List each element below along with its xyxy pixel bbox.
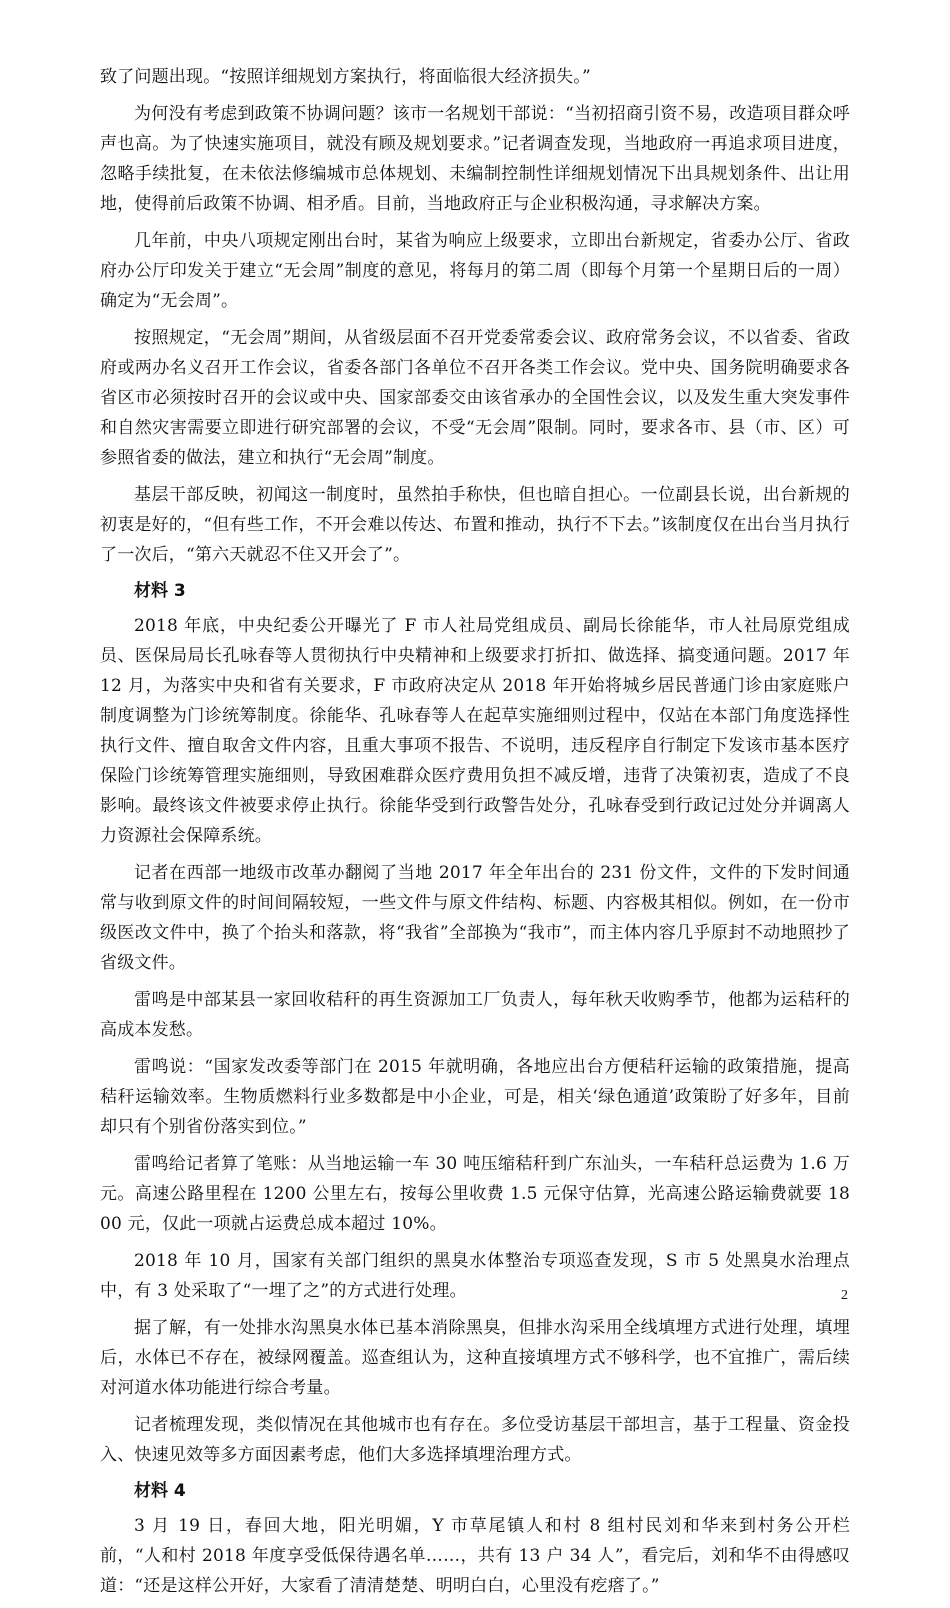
document-body: [100, 62, 850, 1608]
section-heading-material-3: 材料 3: [134, 581, 186, 601]
paragraph-landfill-treatment: 据了解，有一处排水沟黑臭水体已基本消除黑臭，但排水沟采用全线填埋方式进行处理，填埋后，水体已不存在，被绿网覆盖。巡查组认为，这种直接填埋方式不够科学，也不宜推广，需后续对河道水体功能进行综合考量。: [100, 1318, 850, 1398]
paragraph-village-disclosure: 3 月 19 日，春回大地，阳光明媚，Y 市草尾镇人和村 8 组村民刘和华来到村务公开栏前，“人和村 2018 年度享受低保待遇名单……，共有 13 户 34 人”，看完后，刘和华不由得感叹道：“还是这样公开好，大家看了清清楚楚、明明白白，心里没有疙瘩了。”: [100, 1516, 850, 1596]
paragraph-grassroots-feedback: 基层干部反映，初闻这一制度时，虽然拍手称快，但也暗自担心。一位副县长说，出台新规的初衷是好的，“但有些工作，不开会难以传达、布置和推动，执行不下去。”该制度仅在出台当月执行了一次后，“第六天就忍不住又开会了”。: [100, 485, 850, 565]
paragraph-no-meeting-week-rules: 按照规定，“无会周”期间，从省级层面不召开党委常委会议、政府常务会议，不以省委、省政府或两办名义召开工作会议，省委各部门各单位不召开各类工作会议。党中央、国务院明确要求各省区市必须按时召开的会议或中央、国家部委交由该省承办的全国性会议，以及发生重大突发事件和自然灾害需要立即进行研究部署的会议，不受“无会周”限制。同时，要求各市、县（市、区）可参照省委的做法，建立和执行“无会周”制度。: [100, 328, 850, 468]
paragraph-black-water-inspection: 2018 年 10 月，国家有关部门组织的黑臭水体整治专项巡查发现，S 市 5 处黑臭水治理点中，有 3 处采取了“一埋了之”的方式进行处理。: [100, 1251, 850, 1301]
paragraph-lei-ming-intro: 雷鸣是中部某县一家回收秸秆的再生资源加工厂负责人，每年秋天收购季节，他都为运秸秆的高成本发愁。: [100, 990, 850, 1040]
paragraph-f-city-case: 2018 年底，中央纪委公开曝光了 F 市人社局党组成员、副局长徐能华，市人社局原党组成员、医保局局长孔咏春等人贯彻执行中央精神和上级要求打折扣、做选择、搞变通问题。2017 年 12 月，为落实中央和省有关要求，F 市政府决定从 2018 年开始将城乡居民普通门诊由家庭账户制度调整为门诊统筹制度。徐能华、孔咏春等人在起草实施细则过程中，仅站在本部门角度选择性执行文件、擅自取舍文件内容，且重大事项不报告、不说明，违反程序自行制定下发该市基本医疗保险门诊统筹管理实施细则，导致困难群众医疗费用负担不减反增，违背了决策初衷，造成了不良影响。最终该文件被要求停止执行。徐能华受到行政警告处分，孔咏春受到行政记过处分并调离人力资源社会保障系统。: [100, 616, 850, 846]
paragraph-continuation: 致了问题出现。“按照详细规划方案执行，将面临很大经济损失。”: [100, 67, 591, 87]
paragraph-lei-ming-quote: 雷鸣说：“国家发改委等部门在 2015 年就明确，各地应出台方便秸秆运输的政策措施，提高秸秆运输效率。生物质燃料行业多数都是中小企业，可是，相关‘绿色通道’政策盼了好多年，目前却只有个别省份落实到位。”: [100, 1057, 850, 1137]
page-number: 2: [841, 1288, 848, 1303]
paragraph-no-meeting-week-intro: 几年前，中央八项规定刚出台时，某省为响应上级要求，立即出台新规定，省委办公厅、省政府办公厅印发关于建立“无会周”制度的意见，将每月的第二周（即每个月第一个星期日后的一周）确定为“无会周”。: [100, 231, 850, 311]
paragraph-similar-cases: 记者梳理发现，类似情况在其他城市也有存在。多位受访基层干部坦言，基于工程量、资金投入、快速见效等多方面因素考虑，他们大多选择填埋治理方式。: [100, 1415, 850, 1465]
paragraph-policy-conflict: 为何没有考虑到政策不协调问题？该市一名规划干部说：“当初招商引资不易，改造项目群众呼声也高。为了快速实施项目，就没有顾及规划要求。”记者调查发现，当地政府一再追求项目进度，忽略手续批复，在未依法修编城市总体规划、未编制控制性详细规划情况下出具规划条件、出让用地，使得前后政策不协调、相矛盾。目前，当地政府正与企业积极沟通，寻求解决方案。: [100, 104, 850, 214]
paragraph-document-copying: 记者在西部一地级市改革办翻阅了当地 2017 年全年出台的 231 份文件，文件的下发时间通常与收到原文件的时间间隔较短，一些文件与原文件结构、标题、内容极其相似。例如，在一份市级医改文件中，换了个抬头和落款，将“我省”全部换为“我市”，而主体内容几乎原封不动地照抄了省级文件。: [100, 863, 850, 973]
section-heading-material-4: 材料 4: [134, 1481, 186, 1501]
paragraph-transport-cost: 雷鸣给记者算了笔账：从当地运输一车 30 吨压缩秸秆到广东汕头，一车秸秆总运费为 1.6 万元。高速公路里程在 1200 公里左右，按每公里收费 1.5 元保守估算，光高速公路运输费就要 1800 元，仅此一项就占运费总成本超过 10%。: [100, 1154, 850, 1234]
